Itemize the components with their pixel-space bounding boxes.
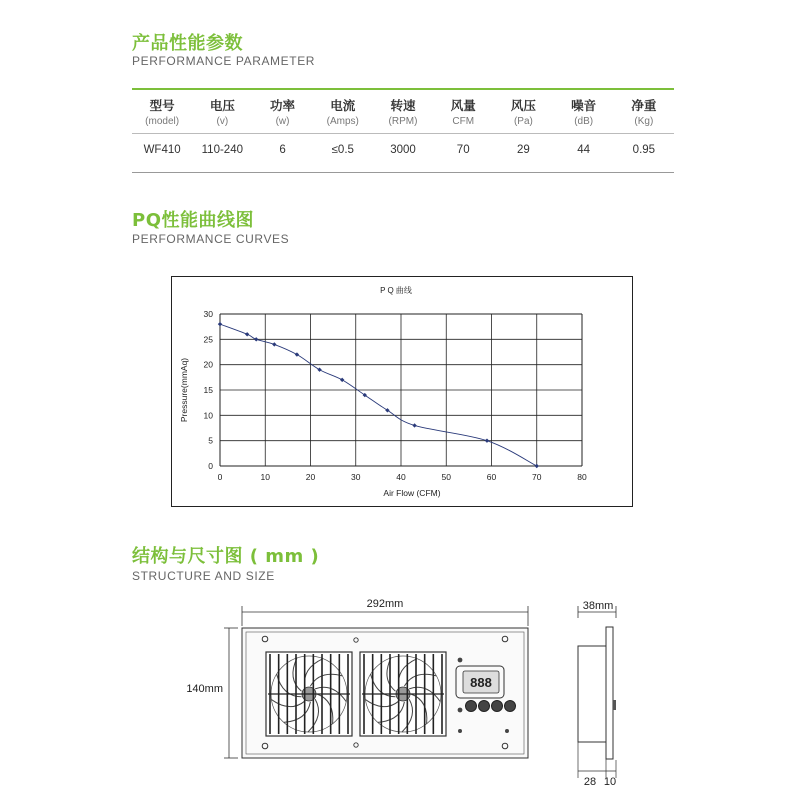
timer-button[interactable] xyxy=(505,701,516,712)
section-title-structure: 结构与尺寸图 ( mm ) xyxy=(132,546,320,567)
y-tick-label: 25 xyxy=(203,334,213,345)
x-tick-label: 50 xyxy=(441,472,451,482)
table-cell: 0.95 xyxy=(632,144,656,156)
x-tick-label: 80 xyxy=(577,472,587,482)
header-unit: (Pa) xyxy=(513,116,533,127)
y-tick-label: 15 xyxy=(203,385,213,395)
header-name: 电流 xyxy=(330,98,356,113)
header-name: 风量 xyxy=(450,98,476,113)
side-knob xyxy=(613,700,616,710)
section-subtitle-structure: STRUCTURE AND SIZE xyxy=(132,569,275,583)
power-button[interactable] xyxy=(466,701,477,712)
y-tick-label: 0 xyxy=(208,461,213,471)
header-unit: (RPM) xyxy=(388,116,418,127)
table-cell: 70 xyxy=(456,144,470,156)
indicator-led xyxy=(458,708,463,713)
x-tick-label: 60 xyxy=(486,472,497,482)
header-unit: (model) xyxy=(145,116,180,127)
fan-grille-left xyxy=(266,652,352,736)
table-cell: 3000 xyxy=(390,144,416,156)
table-cell: 6 xyxy=(279,144,286,156)
side-dimension-b-label: 10 xyxy=(603,776,617,788)
x-tick-label: 10 xyxy=(260,472,270,482)
header-name: 噪音 xyxy=(571,98,597,113)
x-tick-label: 40 xyxy=(396,472,406,482)
header-name: 电压 xyxy=(209,98,235,113)
header-unit: (w) xyxy=(275,116,290,127)
speed-button[interactable] xyxy=(492,701,503,712)
table-cell: 110-240 xyxy=(201,144,243,156)
x-axis-label: Air Flow (CFM) xyxy=(383,488,441,498)
chart-title: P Q 曲线 xyxy=(380,286,412,295)
y-tick-label: 10 xyxy=(203,410,213,421)
x-tick-label: 70 xyxy=(532,472,542,482)
header-unit: (Amps) xyxy=(326,116,359,127)
table-cell: 29 xyxy=(517,144,530,156)
indicator-led xyxy=(505,729,509,733)
indicator-led xyxy=(458,658,463,663)
section-subtitle-curves: PERFORMANCE CURVES xyxy=(132,232,290,246)
display-digits: 888 xyxy=(470,675,492,690)
table-cell: 44 xyxy=(577,144,591,156)
header-name: 型号 xyxy=(149,98,175,113)
y-axis-label: Pressure(mmAq) xyxy=(179,357,189,423)
side-dimension-a-label: 28 xyxy=(583,776,597,788)
width-dimension-label: 292mm xyxy=(366,598,404,610)
table-cell: WF410 xyxy=(143,144,181,156)
x-tick-label: 0 xyxy=(217,472,223,482)
fan-grille-right xyxy=(360,652,446,736)
header-name: 风压 xyxy=(510,98,536,113)
y-tick-label: 20 xyxy=(203,359,213,370)
side-flange xyxy=(606,627,613,759)
section-subtitle-parameters: PERFORMANCE PARAMETER xyxy=(132,54,316,68)
side-body xyxy=(578,646,606,742)
header-name: 功率 xyxy=(270,98,296,113)
table-cell: ≤0.5 xyxy=(331,144,354,156)
header-name: 净重 xyxy=(631,98,657,113)
section-title-curves: PQ性能曲线图 xyxy=(132,210,254,231)
mode-button[interactable] xyxy=(479,701,490,712)
header-unit: (Kg) xyxy=(634,116,654,127)
depth-dimension-label: 38mm xyxy=(582,600,614,612)
y-tick-label: 5 xyxy=(208,435,213,446)
header-unit: (dB) xyxy=(574,116,594,127)
header-unit: (v) xyxy=(216,116,229,127)
y-tick-label: 30 xyxy=(203,309,213,319)
x-tick-label: 30 xyxy=(351,472,361,482)
header-unit: CFM xyxy=(452,116,475,127)
indicator-led xyxy=(458,729,462,733)
header-name: 转速 xyxy=(390,98,416,113)
section-title-parameters: 产品性能参数 xyxy=(132,33,243,54)
height-dimension-label: 140mm xyxy=(186,683,223,695)
x-tick-label: 20 xyxy=(305,472,316,482)
